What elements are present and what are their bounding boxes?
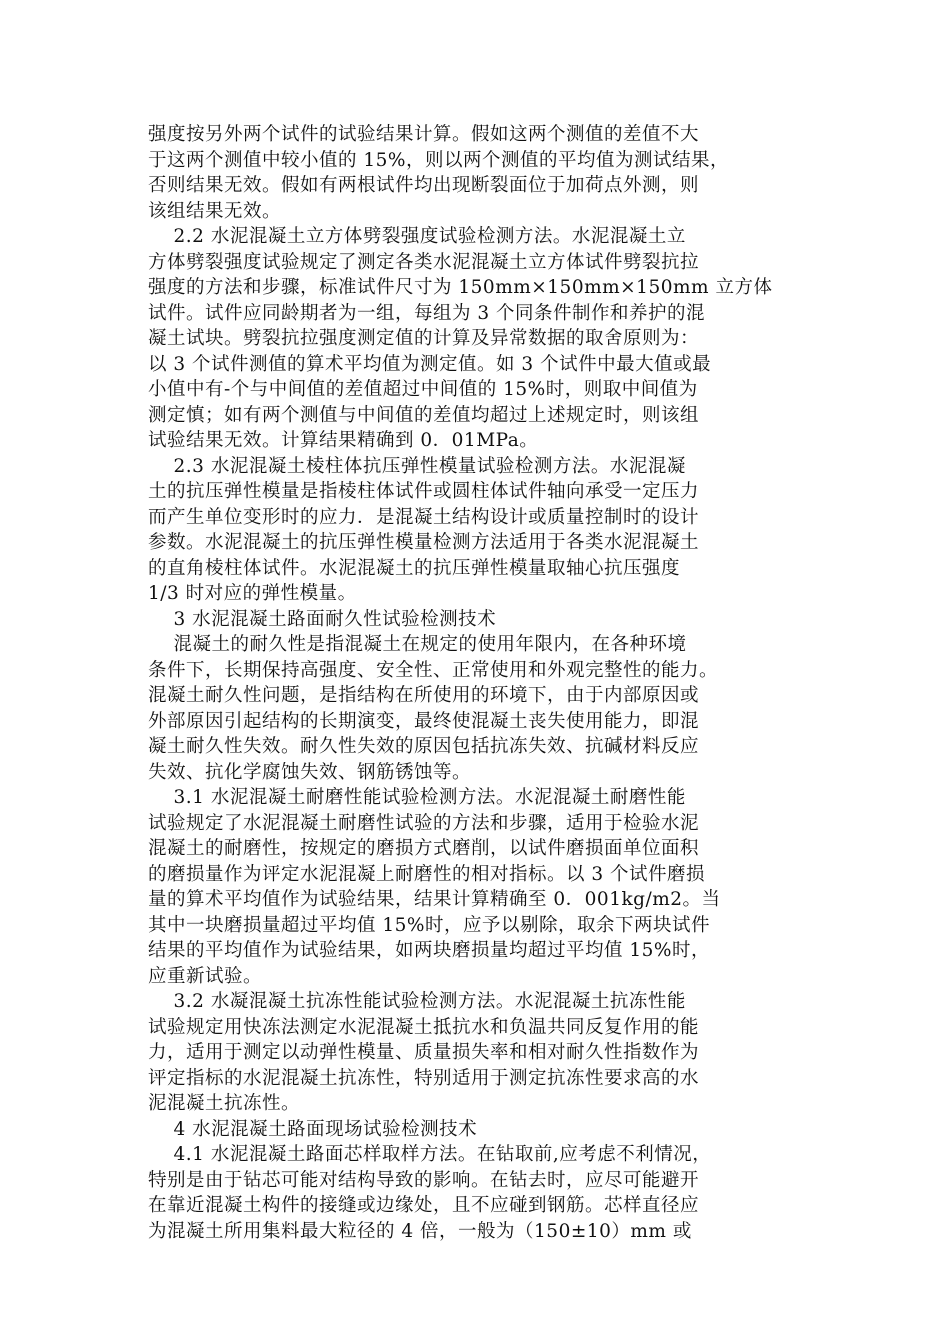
text-line: 方体劈裂强度试验规定了测定各类水泥混凝土立方体试件劈裂抗拉: [148, 251, 700, 273]
text-line: 混凝土的耐磨性，按规定的磨损方式磨削，以试件磨损面单位面积: [148, 838, 700, 859]
text-line: 小值中有-个与中间值的差值超过中间值的 15%时，则取中间值为: [148, 379, 698, 400]
text-line: 其中一块磨损量超过平均值 15%时，应予以剔除，取余下两块试件: [148, 914, 711, 936]
section-heading-3-2: 3.2 水凝混凝土抗冻性能试验检测方法。水泥混凝土抗冻性能: [148, 991, 686, 1012]
text-line: 以 3 个试件测值的算术平均值为测定值。如 3 个试件中最大值或最: [148, 353, 712, 375]
section-heading-4-1: 4.1 水泥混凝土路面芯样取样方法。在钻取前,应考虑不利情况，: [148, 1144, 712, 1165]
text-line: 试验结果无效。计算结果精确到 0．01MPa。: [148, 430, 539, 451]
text-line: 强度的方法和步骤，标准试件尺寸为 150mm×150mm×150mm 立方体: [148, 277, 773, 298]
section-heading-3-1: 3.1 水泥混凝土耐磨性能试验检测方法。水泥混凝土耐磨性能: [148, 787, 686, 808]
text-line: 的直角棱柱体试件。水泥混凝土的抗压弹性模量取轴心抗压强度: [148, 557, 681, 579]
section-heading-2-2: 2.2 水泥混凝土立方体劈裂强度试验检测方法。水泥混凝土立: [148, 226, 686, 247]
text-line: 结果的平均值作为试验结果，如两块磨损量均超过平均值 15%时，: [148, 940, 711, 961]
text-line: 在靠近混凝土构件的接缝或边缘处，且不应碰到钢筋。芯样直径应: [148, 1195, 700, 1216]
text-line: 该组结果无效。: [148, 200, 282, 222]
text-line: 试验规定了水泥混凝土耐磨性试验的方法和步骤，适用于检验水泥: [148, 812, 700, 834]
text-line: 外部原因引起结构的长期演变，最终使混凝土丧失使用能力，即混: [148, 710, 700, 732]
text-line: 失效、抗化学腐蚀失效、钢筋锈蚀等。: [148, 761, 472, 783]
text-line: 为混凝土所用集料最大粒径的 4 倍，一般为（150±10）mm 或: [148, 1220, 692, 1242]
text-line: 混凝土耐久性问题，是指结构在所使用的环境下，由于内部原因或: [148, 685, 700, 706]
text-line: 条件下，长期保持高强度、安全性、正常使用和外观完整性的能力。: [148, 659, 719, 681]
text-line: 特别是由于钻芯可能对结构导致的影响。在钻去时，应尽可能避开: [148, 1169, 700, 1191]
text-line: 土的抗压弹性模量是指棱柱体试件或圆柱体试件轴向承受一定压力: [148, 481, 700, 502]
text-line: 评定指标的水泥混凝土抗冻性，特别适用于测定抗冻性要求高的水: [148, 1067, 700, 1089]
text-line: 凝土试块。劈裂抗拉强度测定值的计算及异常数据的取舍原则为：: [148, 328, 700, 349]
text-line: 试验规定用快冻法测定水泥混凝土抵抗水和负温共同反复作用的能: [148, 1016, 700, 1038]
text-line: 测定慎；如有两个测值与中间值的差值均超过上述规定时，则该组: [148, 404, 700, 426]
text-line: 强度按另外两个试件的试验结果计算。假如这两个测值的差值不大: [148, 124, 700, 145]
text-line: 力，适用于测定以动弹性模量、质量损失率和相对耐久性指数作为: [148, 1042, 700, 1063]
section-heading-3: 3 水泥混凝土路面耐久性试验检测技术: [148, 608, 497, 630]
section-heading-2-3: 2.3 水泥混凝土棱柱体抗压弹性模量试验检测方法。水泥混凝: [148, 455, 686, 477]
text-line: 的磨损量作为评定水泥混凝上耐磨性的相对指标。以 3 个试件磨损: [148, 863, 706, 885]
document-body: [148, 122, 813, 1244]
text-line: 于这两个测值中较小值的 15%，则以两个测值的平均值为测试结果，: [148, 149, 730, 171]
text-line: 量的算术平均值作为试验结果，结果计算精确至 0．001kg/m2。当: [148, 889, 721, 910]
text-line: 应重新试验。: [148, 965, 263, 987]
section-heading-4: 4 水泥混凝土路面现场试验检测技术: [148, 1118, 478, 1140]
text-line: 试件。试件应同龄期者为一组，每组为 3 个同条件制作和养护的混: [148, 302, 706, 324]
text-line: 1/3 时对应的弹性模量。: [148, 583, 357, 604]
text-line: 参数。水泥混凝土的抗压弹性模量检测方法适用于各类水泥混凝土: [148, 532, 700, 553]
text-line: 否则结果无效。假如有两根试件均出现断裂面位于加荷点外测，则: [148, 175, 700, 196]
text-line: 凝土耐久性失效。耐久性失效的原因包括抗冻失效、抗碱材料反应: [148, 736, 700, 757]
text-line: 泥混凝土抗冻性。: [148, 1093, 301, 1114]
text-line: 混凝土的耐久性是指混凝土在规定的使用年限内，在各种环境: [148, 634, 687, 655]
text-line: 而产生单位变形时的应力．是混凝土结构设计或质量控制时的设计: [148, 506, 700, 528]
